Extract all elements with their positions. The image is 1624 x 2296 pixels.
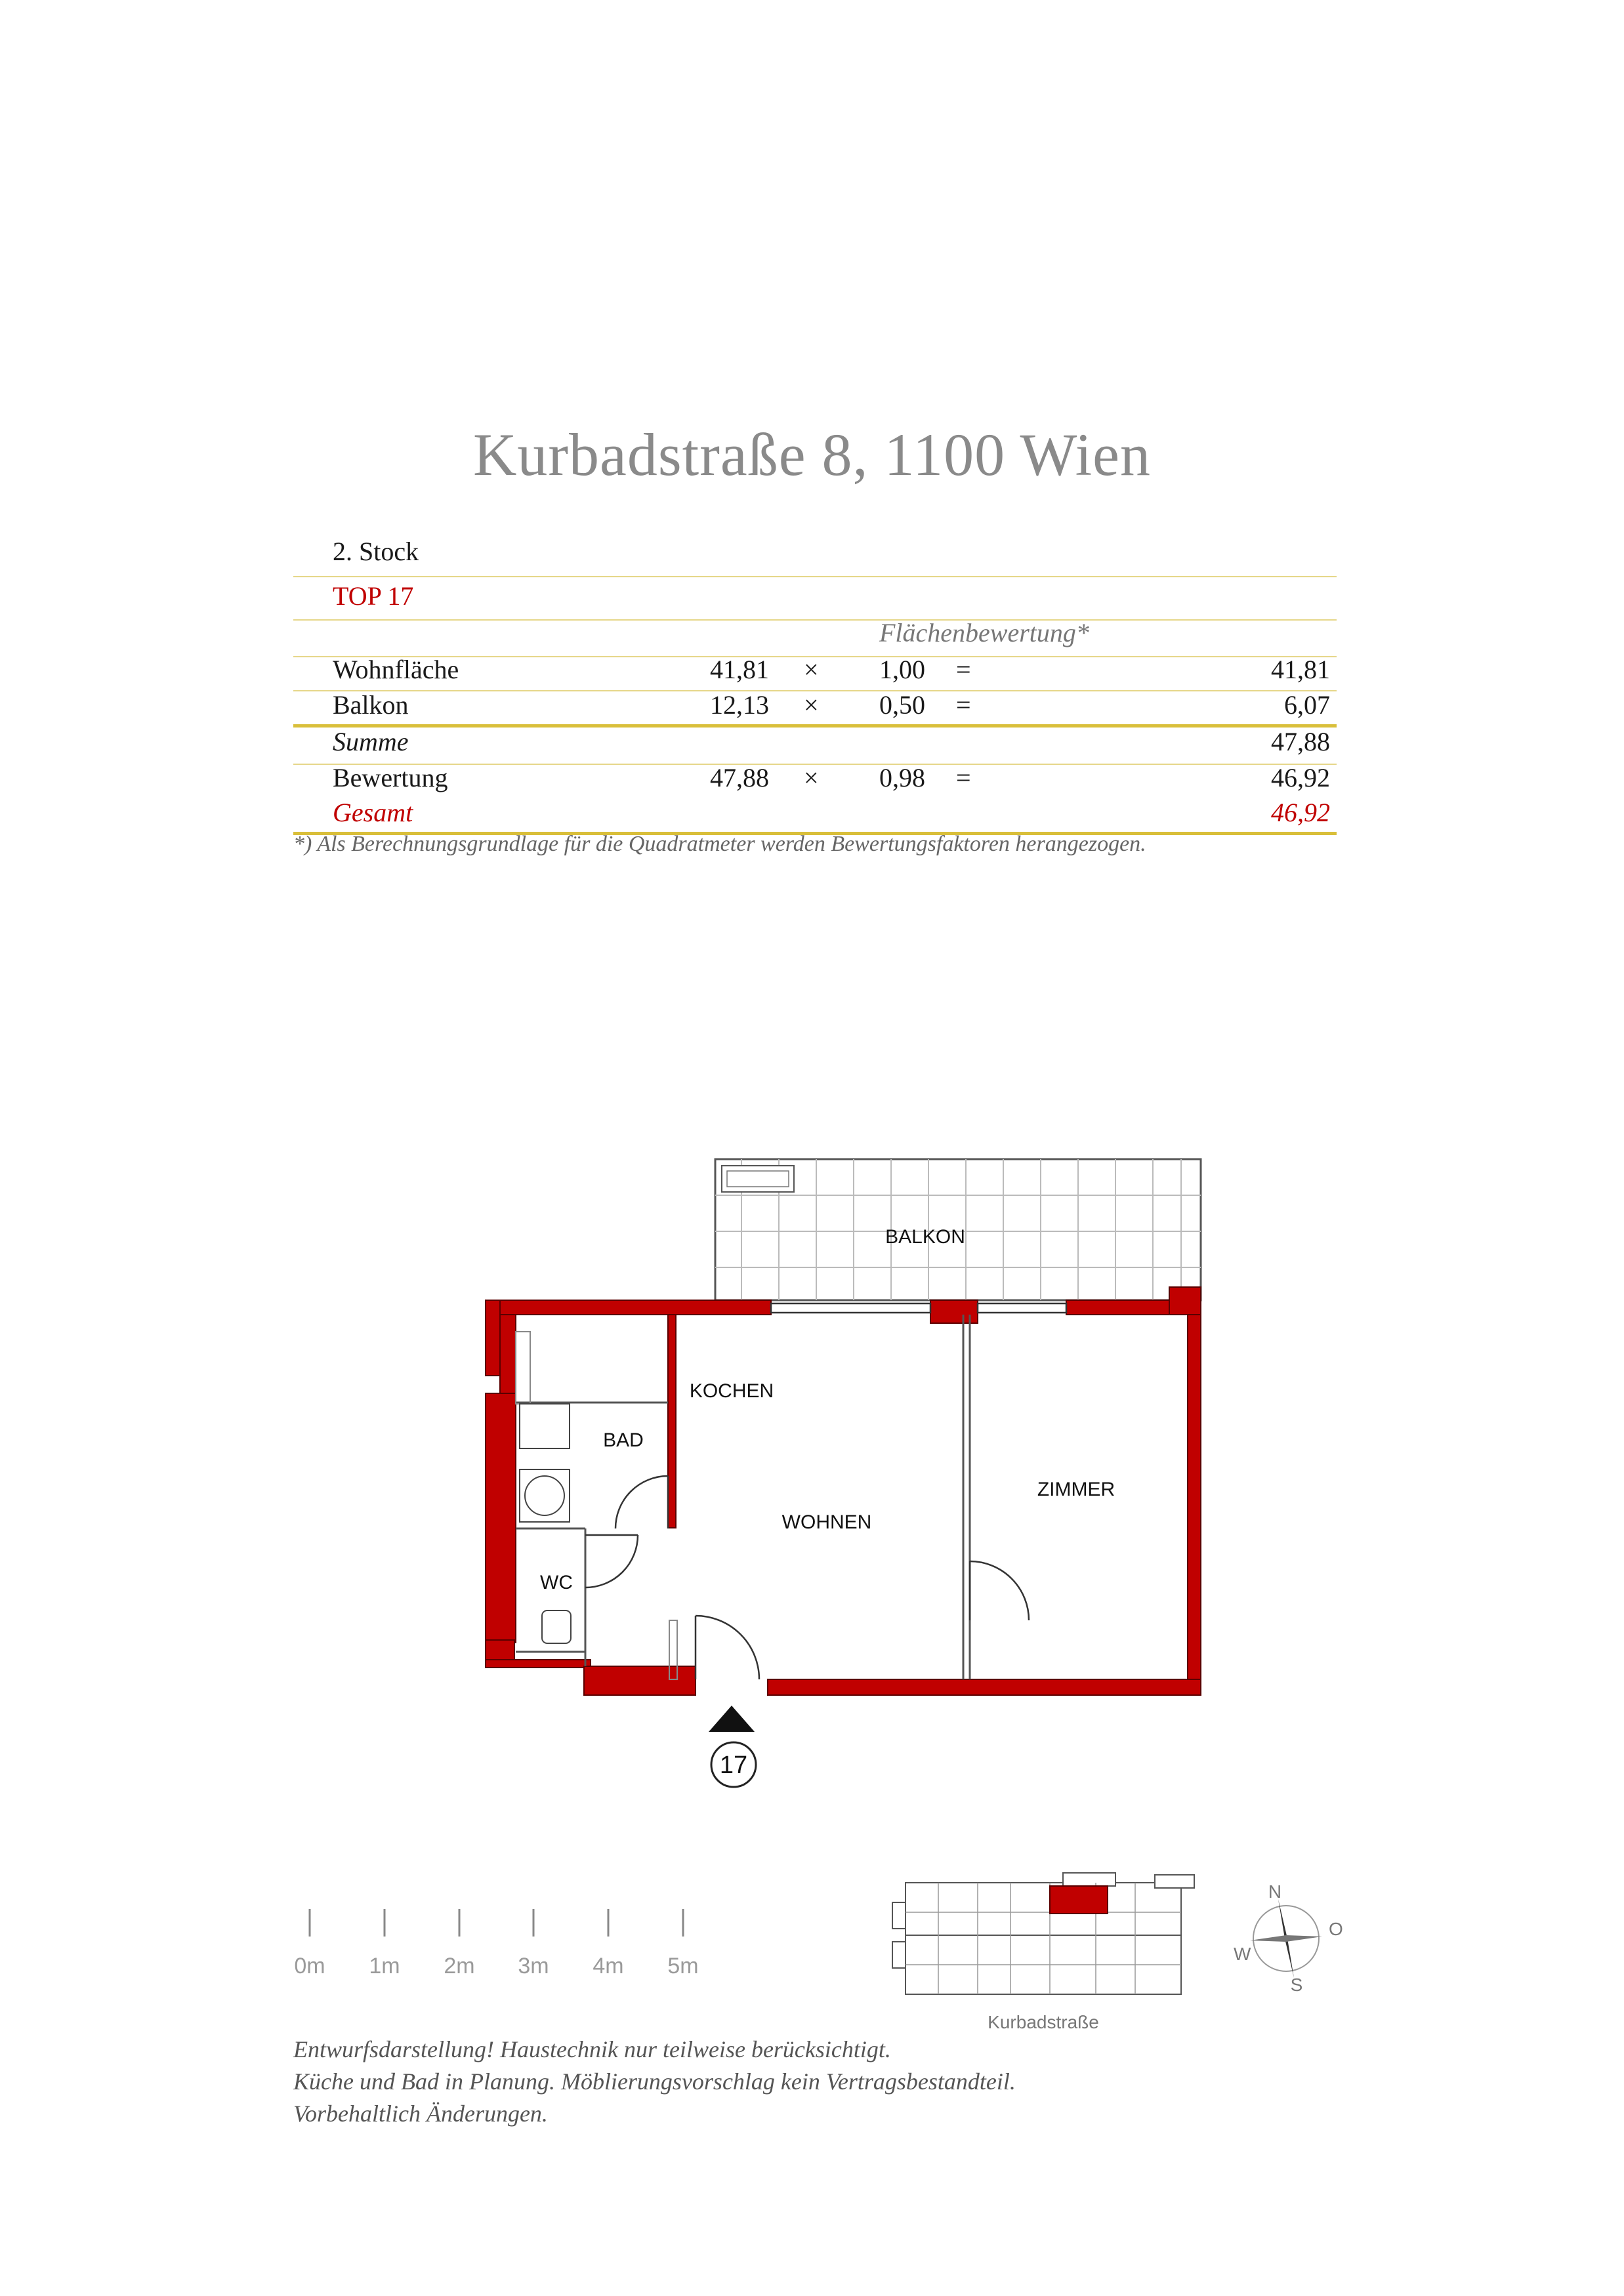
keyplan-label: Kurbadstraße bbox=[988, 2012, 1099, 2032]
rating-result: 46,92 bbox=[1271, 763, 1330, 792]
rating-factor: 0,98 bbox=[879, 763, 925, 792]
disclaimer-line: Entwurfsdarstellung! Haustechnik nur teilweise berücksichtigt. bbox=[293, 2036, 891, 2062]
row-factor: 0,50 bbox=[879, 690, 925, 720]
room-label-bad: BAD bbox=[603, 1429, 644, 1451]
scale-label: 1m bbox=[369, 1954, 400, 1978]
scale-bar bbox=[310, 1909, 683, 1937]
windows bbox=[771, 1303, 1066, 1313]
sum-result: 47,88 bbox=[1271, 727, 1330, 756]
disclaimer-line: Vorbehaltlich Änderungen. bbox=[293, 2101, 548, 2127]
equals-sign: = bbox=[956, 690, 971, 720]
unit-label: TOP 17 bbox=[333, 581, 414, 611]
scale-label: 4m bbox=[593, 1954, 624, 1978]
times-sign: × bbox=[804, 655, 819, 684]
svg-text:N: N bbox=[1268, 1881, 1282, 1902]
row-result: 6,07 bbox=[1284, 690, 1330, 720]
sum-label: Summe bbox=[333, 727, 409, 756]
compass-south-label: S bbox=[1290, 1975, 1303, 1995]
times-sign: × bbox=[804, 763, 819, 792]
row-value: 12,13 bbox=[710, 690, 769, 720]
footnote: *) Als Berechnungsgrundlage für die Quadratmeter werden Bewertungsfaktoren herangezogen. bbox=[293, 832, 1146, 856]
compass-north-icon bbox=[1268, 1881, 1281, 1902]
disclaimer bbox=[293, 2034, 1016, 2130]
room-label-wc: WC bbox=[540, 1572, 573, 1593]
keyplan bbox=[892, 1873, 1194, 2032]
total-label: Gesamt bbox=[333, 798, 413, 827]
compass-west-label: W bbox=[1234, 1944, 1251, 1964]
rating-label: Bewertung bbox=[333, 763, 448, 792]
compass bbox=[1234, 1881, 1343, 1995]
shaft-hatching bbox=[516, 1332, 677, 1679]
room-label-wohnen: WOHNEN bbox=[781, 1511, 872, 1533]
interior-walls bbox=[516, 1315, 970, 1679]
row-label: Wohnfläche bbox=[333, 655, 459, 684]
scale-label: 2m bbox=[444, 1954, 475, 1978]
scale-label: 5m bbox=[667, 1954, 699, 1978]
entrance-number: 17 bbox=[719, 1752, 748, 1779]
equals-sign: = bbox=[956, 763, 971, 792]
room-label-balkon: BALKON bbox=[885, 1226, 965, 1248]
row-factor: 1,00 bbox=[879, 655, 925, 684]
balcony bbox=[715, 1159, 1201, 1300]
equals-sign: = bbox=[956, 655, 971, 684]
floor-label: 2. Stock bbox=[333, 537, 419, 566]
room-label-zimmer: ZIMMER bbox=[1037, 1479, 1115, 1500]
page-title: Kurbadstraße 8, 1100 Wien bbox=[472, 421, 1152, 488]
rating-value: 47,88 bbox=[710, 763, 769, 792]
room-label-kochen: KOCHEN bbox=[689, 1380, 774, 1402]
row-label: Balkon bbox=[333, 690, 409, 720]
row-value: 41,81 bbox=[710, 655, 769, 684]
times-sign: × bbox=[804, 690, 819, 720]
scale-label: 0m bbox=[294, 1954, 325, 1978]
disclaimer-line: Küche und Bad in Planung. Möblierungsvorschlag kein Vertragsbestandteil. bbox=[293, 2068, 1016, 2095]
factor-header: Flächenbewertung* bbox=[879, 618, 1089, 647]
total-result: 46,92 bbox=[1271, 798, 1330, 827]
row-result: 41,81 bbox=[1271, 655, 1330, 684]
fixtures bbox=[520, 1404, 571, 1643]
scale-label: 3m bbox=[518, 1954, 549, 1978]
entrance-arrow-icon bbox=[709, 1706, 755, 1732]
compass-east-label: O bbox=[1329, 1919, 1343, 1939]
keyplan-unit-highlight bbox=[1050, 1886, 1108, 1914]
